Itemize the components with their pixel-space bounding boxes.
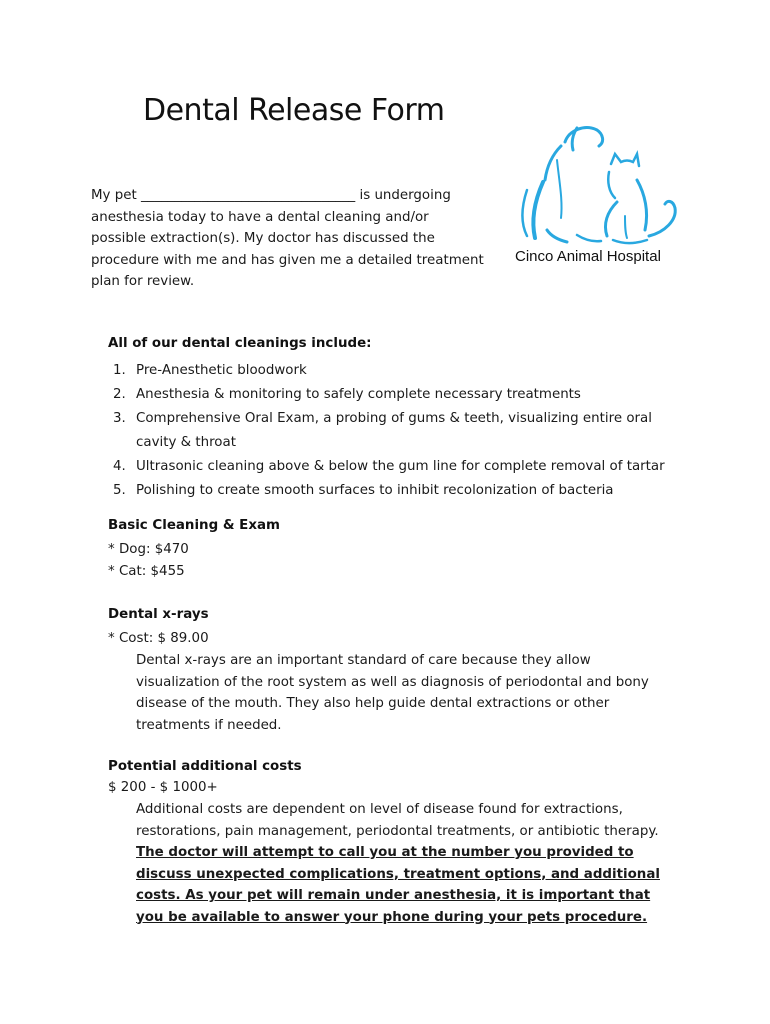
- list-item-text: Anesthesia & monitoring to safely complete necessary treatments: [136, 387, 581, 402]
- list-number: 1.: [113, 363, 126, 378]
- list-number: 2.: [113, 387, 126, 402]
- list-item-text: Pre-Anesthetic bloodwork: [136, 363, 307, 378]
- list-item-text: Comprehensive Oral Exam, a probing of gums & teeth, visualizing entire oral cavity & throat: [136, 411, 652, 450]
- hospital-logo: [507, 120, 687, 270]
- xrays-cost: * Cost: $ 89.00: [108, 631, 209, 646]
- xrays-heading: Dental x-rays: [108, 607, 209, 622]
- list-number: 5.: [113, 483, 126, 498]
- includes-list: [108, 359, 688, 503]
- basic-cleaning-heading: Basic Cleaning & Exam: [108, 518, 280, 533]
- hospital-name: Cinco Animal Hospital: [515, 248, 661, 265]
- additional-cost-range: $ 200 - $ 1000+: [108, 780, 218, 795]
- phone-notice: The doctor will attempt to call you at the number you provided to discuss unexpected complications, treatment options, and additional costs. As your pet will remain under anesthesia, it is important that you be available to answer your phone during your pets procedure.: [136, 845, 660, 925]
- list-number: 3.: [113, 411, 126, 426]
- list-item: [108, 359, 688, 383]
- additional-costs-heading: Potential additional costs: [108, 759, 302, 774]
- list-number: 4.: [113, 459, 126, 474]
- list-item: [108, 455, 688, 479]
- page-title: Dental Release Form: [143, 93, 445, 128]
- intro-paragraph: My pet ________________________________ is undergoing anesthesia today to have a dental cleaning and/or possible extraction(s). My doctor has discussed the procedure with me and has given me a detailed treatment plan for review.: [91, 188, 484, 289]
- includes-heading: All of our dental cleanings include:: [108, 336, 372, 351]
- xrays-description: Dental x-rays are an important standard of care because they allow visualization of the root system as well as diagnosis of periodontal and bony disease of the mouth. They also help guide dental extractions or other treatments if needed.: [136, 653, 649, 733]
- list-item: [108, 479, 688, 503]
- list-item: [108, 383, 688, 407]
- additional-costs-description: Additional costs are dependent on level of disease found for extractions, restorations, pain management, periodontal treatments, or antibiotic therapy.: [136, 802, 659, 839]
- list-item-text: Polishing to create smooth surfaces to inhibit recolonization of bacteria: [136, 483, 614, 498]
- dog-price: * Dog: $470: [108, 542, 189, 557]
- list-item-text: Ultrasonic cleaning above & below the gum line for complete removal of tartar: [136, 459, 665, 474]
- cat-price: * Cat: $455: [108, 564, 185, 579]
- dog-and-cat-silhouette-icon: [507, 120, 687, 245]
- list-item: [108, 407, 688, 455]
